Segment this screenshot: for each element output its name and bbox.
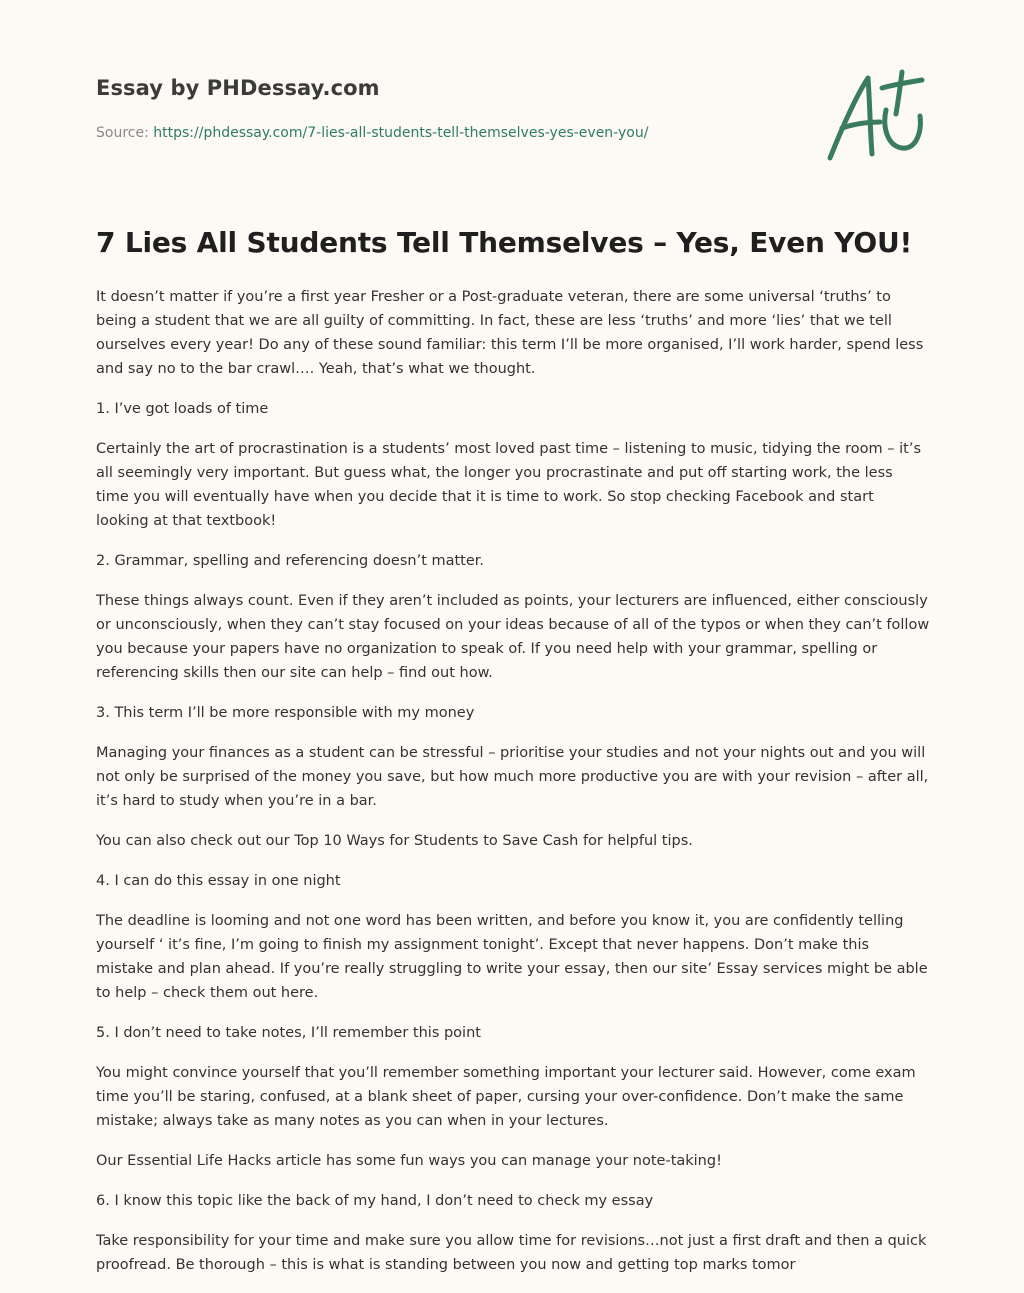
lie-heading-5: 5. I don’t need to take notes, I’ll remember this point: [96, 1025, 481, 1041]
site-title: Essay by PHDessay.com: [96, 76, 380, 100]
lie-note-5: Our Essential Life Hacks article has some fun ways you can manage your note-taking!: [96, 1153, 722, 1169]
lie-text-3: Managing your finances as a student can be stressful – prioritise your studies and not your nights out and you will not only be surprised of the money you save, but how much more productive you are with your revision – after all, it’s hard to study when you’re in a bar.: [96, 745, 929, 809]
lie-text-1: Certainly the art of procrastination is a students’ most loved past time – listening to music, tidying the room – it’s all seemingly very important. But guess what, the longer you procrastinate and put off starting work, the less time you will eventually have when you decide that it is time to work. So stop checking Facebook and start looking at that textbook!: [96, 441, 922, 529]
article-title: 7 Lies All Students Tell Themselves – Yes, Even YOU!: [96, 226, 913, 259]
article-body: [96, 285, 930, 1293]
source-label: Source:: [96, 125, 154, 141]
lie-heading-6: 6. I know this topic like the back of my hand, I don’t need to check my essay: [96, 1193, 654, 1209]
lie-text-5: You might convince yourself that you’ll remember something important your lecturer said. However, come exam time you’ll be staring, confused, at a blank sheet of paper, cursing your over-confidence. Don’t make the same mistake; always take as many notes as you can when in your lectures.: [96, 1065, 916, 1129]
source-link[interactable]: https://phdessay.com/7-lies-all-students-tell-themselves-yes-even-you/: [153, 125, 649, 141]
lie-heading-2: 2. Grammar, spelling and referencing doesn’t matter.: [96, 553, 485, 569]
source-line: [96, 125, 648, 141]
lie-heading-1: 1. I’ve got loads of time: [96, 401, 269, 417]
a-plus-logo-icon: [820, 66, 930, 166]
lie-text-6: Take responsibility for your time and make sure you allow time for revisions…not just a first draft and then a quick proofread. Be thorough – this is what is standing between you now and getting top marks tomor: [96, 1233, 927, 1273]
lie-heading-3: 3. This term I’ll be more responsible with my money: [96, 705, 475, 721]
lie-text-4: The deadline is looming and not one word has been written, and before you know it, you are confidently telling yourself ‘ it’s fine, I’m going to finish my assignment tonight’. Except that never happens. Don’t make this mistake and plan ahead. If you’re really struggling to write your essay, then our site’ Essay services might be able to help – check them out here.: [96, 913, 928, 1001]
lie-heading-4: 4. I can do this essay in one night: [96, 873, 341, 889]
header: [96, 76, 380, 100]
lie-text-2: These things always count. Even if they aren’t included as points, your lecturers are influenced, either consciously or unconsciously, when they can’t stay focused on your ideas because of all of the typos or when they can’t follow you because your papers have no organization to speak of. If you need help with your grammar, spelling or referencing skills then our site can help – find out how.: [96, 593, 930, 681]
lie-note-3: You can also check out our Top 10 Ways for Students to Save Cash for helpful tips.: [96, 833, 693, 849]
intro-paragraph: It doesn’t matter if you’re a first year Fresher or a Post-graduate veteran, there are some universal ‘truths’ to being a student that we are all guilty of committing. In fact, these are less ‘truths’ and more ‘lies’ that we tell ourselves every year! Do any of these sound familiar: this term I’ll be more organised, I’ll work harder, spend less and say no to the bar crawl…. Yeah, that’s what we thought.: [96, 289, 924, 377]
